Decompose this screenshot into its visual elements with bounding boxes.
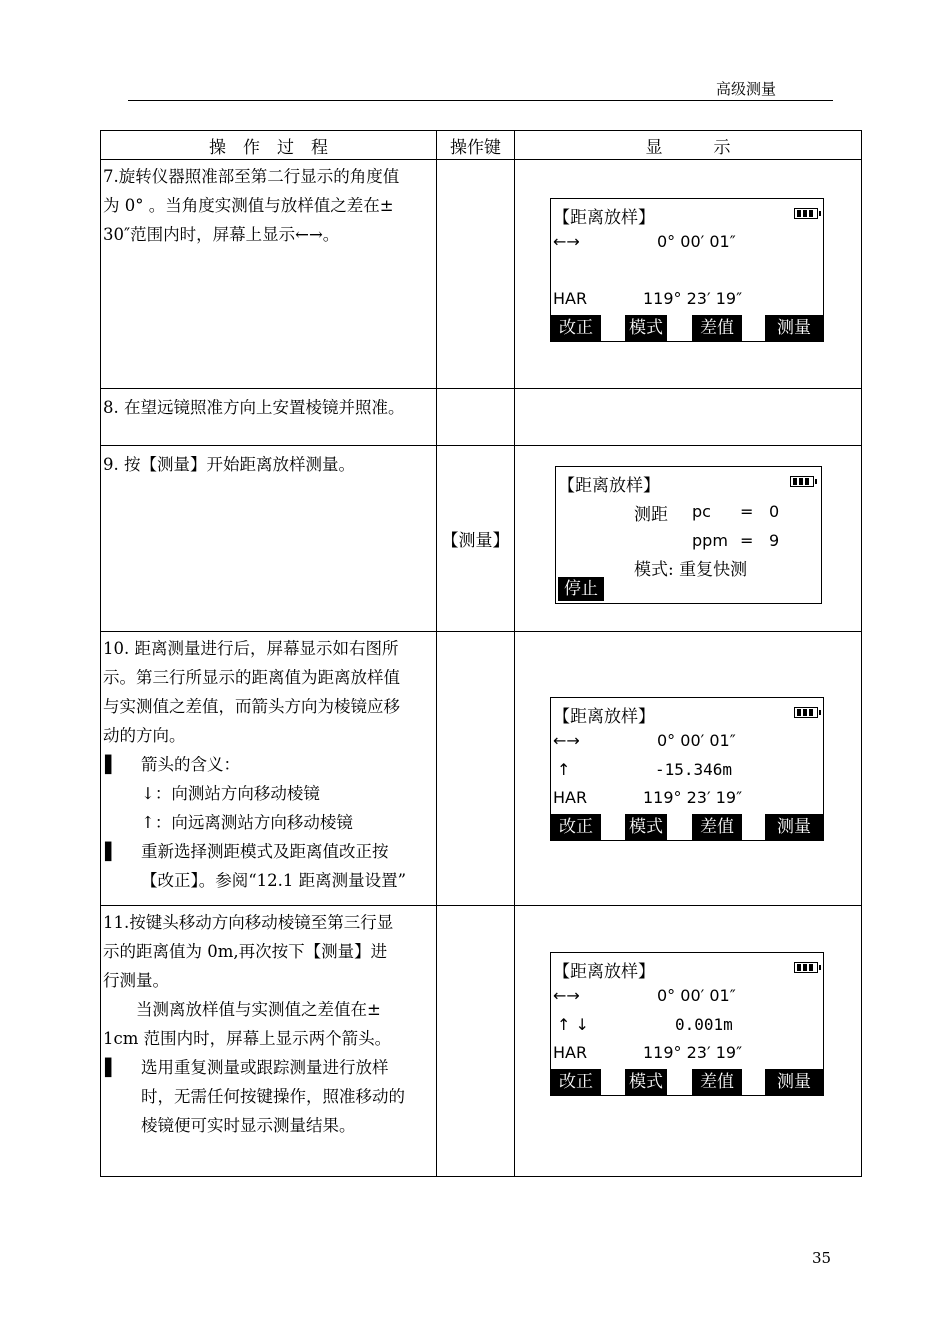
- screen-title: 【距离放样】: [553, 208, 655, 228]
- pc-equals: =: [740, 502, 754, 521]
- process-cell: [101, 160, 437, 389]
- battery-icon: [794, 962, 818, 973]
- bullet-continuation: 棱镜便可实时显示测量结果。: [141, 1116, 356, 1135]
- pc-value: 0: [769, 502, 780, 521]
- softkey-mode[interactable]: 模式: [625, 315, 667, 341]
- table-row: [101, 446, 862, 632]
- screen-title: 【距离放样】: [553, 962, 655, 982]
- measure-label: 测距: [634, 505, 668, 525]
- table-row: [101, 632, 862, 906]
- softkey-measure[interactable]: 测量: [765, 1069, 823, 1095]
- instrument-screen: [550, 198, 824, 342]
- bullet-text: 选用重复测量或跟踪测量进行放样: [141, 1058, 389, 1077]
- softkey-mode[interactable]: 模式: [625, 814, 667, 840]
- process-cell: [101, 389, 437, 446]
- battery-icon: [794, 208, 818, 219]
- process-cell: [101, 632, 437, 906]
- horizontal-arrow-icon: ←→: [553, 986, 580, 1005]
- table-row: [101, 906, 862, 1177]
- bullet-marker: ▌: [105, 755, 118, 774]
- bullet-continuation: 【改正】。参阅“12.1 距离测量设置”: [141, 871, 407, 890]
- softkey-correction[interactable]: 改正: [551, 814, 601, 840]
- instrument-screen: [555, 466, 822, 604]
- softkey-measure[interactable]: 测量: [765, 315, 823, 341]
- key-cell: [437, 906, 515, 1177]
- har-label: HAR: [553, 289, 588, 308]
- process-line: 30″范围内时，屏幕上显示←→。: [103, 225, 340, 244]
- key-cell: [437, 632, 515, 906]
- screen-title: 【距离放样】: [553, 707, 655, 727]
- angle-value: 0° 00′ 01″: [657, 731, 736, 750]
- process-cell: [101, 906, 437, 1177]
- softkey-stop[interactable]: 停止: [558, 577, 604, 601]
- process-line: 示。第三行所显示的距离值为距离放样值: [103, 668, 400, 687]
- har-label: HAR: [553, 1043, 588, 1062]
- table-row: [101, 160, 862, 389]
- distance-difference-value: 0.001m: [675, 1015, 733, 1034]
- screen-title: 【距离放样】: [558, 476, 660, 496]
- process-line: 9. 按【测量】开始距离放样测量。: [103, 455, 355, 474]
- key-cell: 【测量】: [437, 446, 515, 632]
- battery-icon: [794, 707, 818, 718]
- distance-difference-value: -15.346m: [655, 760, 733, 779]
- ppm-label: ppm: [692, 531, 728, 550]
- ppm-equals: =: [740, 531, 754, 550]
- header-process: 操 作 过 程: [101, 131, 437, 160]
- har-value: 119° 23′ 19″: [643, 788, 743, 807]
- har-value: 119° 23′ 19″: [643, 1043, 743, 1062]
- bullet-item: [103, 1053, 436, 1082]
- ppm-value: 9: [769, 531, 780, 550]
- process-line: 为 0° 。当角度实测值与放样值之差在±: [103, 196, 394, 215]
- softkey-mode[interactable]: 模式: [625, 1069, 667, 1095]
- bullet-marker: ▌: [105, 842, 118, 861]
- pc-label: pc: [692, 502, 711, 521]
- softkey-correction[interactable]: 改正: [551, 1069, 601, 1095]
- process-line: 10. 距离测量进行后，屏幕显示如右图所: [103, 639, 399, 658]
- operation-table: [100, 130, 862, 1177]
- header-key: 操作键: [437, 131, 515, 160]
- process-line: 当测离放样值与实测值之差值在±: [103, 1000, 381, 1019]
- process-line: 8. 在望远镜照准方向上安置棱镜并照准。: [103, 398, 405, 417]
- page-number: 35: [812, 1249, 832, 1267]
- bullet-text: 重新选择测距模式及距离值改正按: [141, 842, 389, 861]
- display-cell: [515, 389, 862, 446]
- sub-item: ↑：向远离测站方向移动棱镜: [141, 813, 353, 832]
- process-line: 7.旋转仪器照准部至第二行显示的角度值: [103, 167, 400, 186]
- table-row: [101, 389, 862, 446]
- battery-icon: [790, 476, 814, 487]
- instrument-screen: [550, 697, 824, 841]
- bullet-continuation: 时，无需任何按键操作，照准移动的: [141, 1087, 405, 1106]
- process-line: 示的距离值为 0m,再次按下【测量】进: [103, 942, 388, 961]
- angle-value: 0° 00′ 01″: [657, 986, 736, 1005]
- header-title: 高级测量: [716, 80, 777, 98]
- horizontal-arrow-icon: ←→: [553, 232, 580, 251]
- display-cell: [515, 632, 862, 906]
- up-arrow-icon: ↑: [557, 760, 571, 779]
- table-header-row: [101, 131, 862, 160]
- softkey-difference[interactable]: 差值: [692, 1069, 742, 1095]
- har-value: 119° 23′ 19″: [643, 289, 743, 308]
- up-down-arrows-icon: ↑ ↓: [557, 1015, 589, 1034]
- display-cell: [515, 906, 862, 1177]
- process-line: 与实测值之差值，而箭头方向为棱镜应移: [103, 697, 400, 716]
- display-cell: [515, 446, 862, 632]
- mode-text: 模式: 重复快测: [634, 560, 748, 580]
- key-cell: [437, 389, 515, 446]
- softkey-measure[interactable]: 测量: [765, 814, 823, 840]
- header-display: 显 示: [515, 131, 862, 160]
- bullet-item: [103, 750, 436, 779]
- angle-value: 0° 00′ 01″: [657, 232, 736, 251]
- bullet-marker: ▌: [105, 1058, 118, 1077]
- process-line: 1cm 范围内时，屏幕上显示两个箭头。: [103, 1029, 392, 1048]
- process-cell: [101, 446, 437, 632]
- softkey-difference[interactable]: 差值: [692, 315, 742, 341]
- sub-item: ↓：向测站方向移动棱镜: [141, 784, 320, 803]
- softkey-correction[interactable]: 改正: [551, 315, 601, 341]
- process-line: 动的方向。: [103, 726, 186, 745]
- har-label: HAR: [553, 788, 588, 807]
- softkey-difference[interactable]: 差值: [692, 814, 742, 840]
- process-line: 行测量。: [103, 971, 169, 990]
- bullet-text: 箭头的含义：: [141, 755, 240, 774]
- bullet-item: [103, 837, 436, 866]
- process-line: 11.按键头移动方向移动棱镜至第三行显: [103, 913, 394, 932]
- key-cell: [437, 160, 515, 389]
- header-rule: [128, 100, 833, 101]
- instrument-screen: [550, 952, 824, 1096]
- horizontal-arrow-icon: ←→: [553, 731, 580, 750]
- display-cell: [515, 160, 862, 389]
